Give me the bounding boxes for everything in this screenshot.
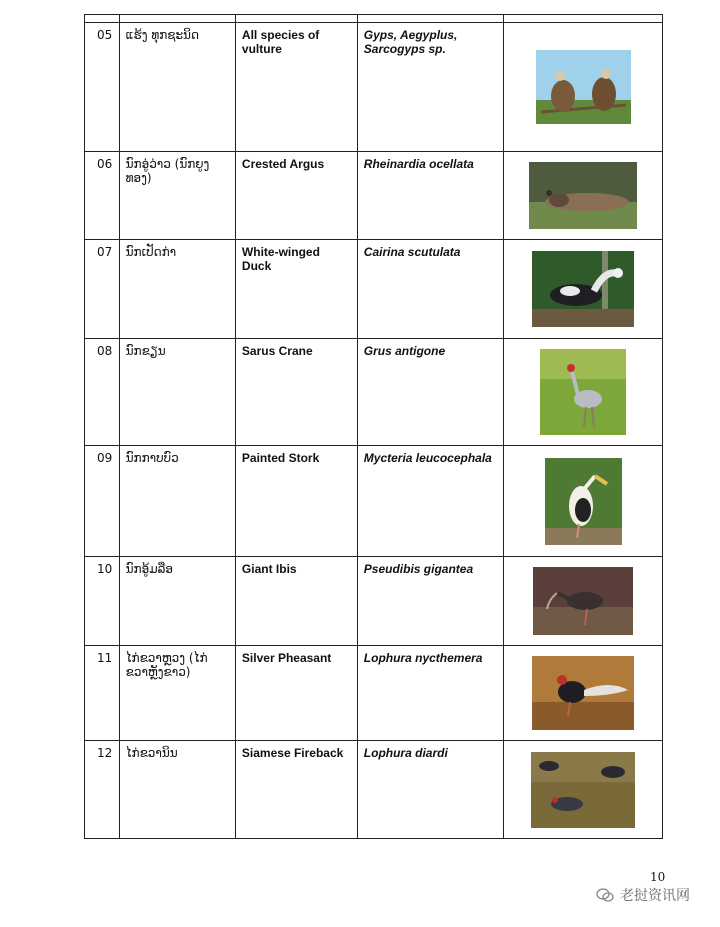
- page-number: 10: [650, 870, 666, 884]
- english-name: Siamese Fireback: [235, 741, 357, 839]
- header-cell: [235, 15, 357, 23]
- row-number: 08: [85, 339, 120, 446]
- lao-name: ໄກ່ຂວາຫຼວງ (ໄກ່ຂວາຫຼັງຂາວ): [119, 646, 235, 741]
- english-name: Crested Argus: [235, 152, 357, 240]
- english-name: All species of vulture: [235, 23, 357, 152]
- english-name: Sarus Crane: [235, 339, 357, 446]
- english-name: Silver Pheasant: [235, 646, 357, 741]
- header-cell: [85, 15, 120, 23]
- english-name: Giant Ibis: [235, 557, 357, 646]
- row-number: 09: [85, 446, 120, 557]
- scientific-name: Mycteria leucocephala: [357, 446, 503, 557]
- lao-name: ນົກອູ່ວ່າວ (ນົກຍູງທອງ): [119, 152, 235, 240]
- table-header-row: [85, 15, 663, 23]
- english-name: Painted Stork: [235, 446, 357, 557]
- table-row: [85, 557, 663, 646]
- scientific-name: Rheinardia ocellata: [357, 152, 503, 240]
- table-row: [85, 152, 663, 240]
- table-row: [85, 23, 663, 152]
- watermark: [596, 885, 690, 905]
- scientific-name: Grus antigone: [357, 339, 503, 446]
- table-row: [85, 446, 663, 557]
- row-number: 06: [85, 152, 120, 240]
- scientific-name: Lophura nycthemera: [357, 646, 503, 741]
- lao-name: ນົກເປັດກ່າ: [119, 240, 235, 339]
- table-row: [85, 240, 663, 339]
- english-name: White-winged Duck: [235, 240, 357, 339]
- header-cell: [357, 15, 503, 23]
- sarus-crane-photo: [540, 349, 626, 435]
- scientific-name: Cairina scutulata: [357, 240, 503, 339]
- watermark-text: 老挝资讯网: [620, 888, 690, 904]
- table-row: [85, 646, 663, 741]
- lao-name: ແຮ້ງ ທຸກຊະນິດ: [119, 23, 235, 152]
- header-cell: [119, 15, 235, 23]
- row-number: 11: [85, 646, 120, 741]
- lao-name: ນົກອູ້ມລືອ: [119, 557, 235, 646]
- crested-argus-photo: [529, 162, 637, 229]
- row-number: 05: [85, 23, 120, 152]
- table-row: [85, 741, 663, 839]
- table-row: [85, 339, 663, 446]
- scientific-name: Lophura diardi: [357, 741, 503, 839]
- scientific-name: Gyps, Aegyplus, Sarcogyps sp.: [357, 23, 503, 152]
- lao-name: ໄກ່ຂວານິນ: [119, 741, 235, 839]
- scientific-name: Pseudibis gigantea: [357, 557, 503, 646]
- vultures-photo: [536, 50, 631, 124]
- lao-name: ນົກກາບບົວ: [119, 446, 235, 557]
- silver-pheasant-photo: [532, 656, 634, 730]
- lao-name: ນົກຂຽນ: [119, 339, 235, 446]
- row-number: 07: [85, 240, 120, 339]
- row-number: 12: [85, 741, 120, 839]
- row-number: 10: [85, 557, 120, 646]
- siamese-fireback-photo: [531, 752, 635, 828]
- giant-ibis-photo: [533, 567, 633, 635]
- wechat-icon: [596, 888, 614, 902]
- painted-stork-photo: [545, 458, 622, 545]
- species-table: [84, 14, 663, 839]
- header-cell: [504, 15, 663, 23]
- white-winged-duck-photo: [532, 251, 634, 327]
